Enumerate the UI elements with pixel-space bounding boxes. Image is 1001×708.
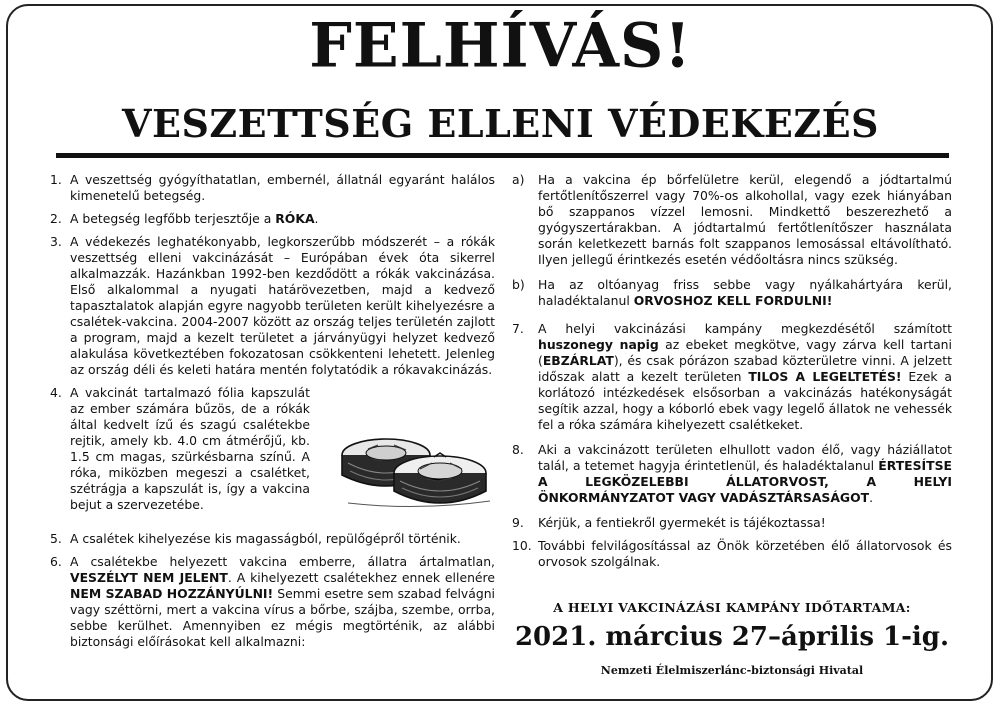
- list-item-1: 1. A veszettség gyógyíthatatlan, embernél, állatnál egyaránt halálos kimenetelű betegség.: [50, 172, 495, 203]
- list-item-6: 6. A csalétekbe helyezett vakcina emberre, állatra ártalmatlan, VESZÉLYT NEM JELENT. A kihelyezett csalétekhez ennek ellenére NEM SZABAD HOZZÁNYÚLNI! Semmi esetre sem szabad felvágni vagy széttörni, mert a vakcina vírus a bőrbe, szájba, szembe, orrba, sebbe kerülhet. Amennyiben ez mégis megtörténik, az alábbi biztonsági előírásokat kell alkalmazni:: [50, 554, 496, 649]
- list-item-text: A védekezés leghatékonyabb, legkorszerűbb módszerét – a rókák veszettség elleni vakcinázását – Európában évek óta sikerrel alkalmazzák. Hazánkban 1992-ben kezdődött a rókák vakcinázása. Első alkalommal a nyugati határövezetben, majd a kedvező tapasztalatok alapján egyre nagyobb területen került kihelyezésre a csalétek-vakcina. 2004-2007 között az ország teljes területén zajlott a program, majd a kezelt területet a járványügyi helyzet kedvező alakulása következtében fokozatosan csökkenteni lehetett. Jelenleg az ország déli és keleti határa mentén folytatódik a rókavakcinázás.: [70, 234, 495, 377]
- do-not-touch-emphasis: NEM SZABAD HOZZÁNYÚLNI!: [70, 586, 274, 601]
- fox-emphasis: RÓKA: [275, 211, 315, 226]
- list-item-9: 9. Kérjük, a fentiekről gyermekét is tájékoztassa!: [512, 515, 826, 530]
- list-item-text: Ha a vakcina ép bőrfelületre kerül, elegendő a jódtartalmú fertőtlenítőszerrel vagy 70%-os alkohollal, vagy ezek hiányában bő szappanos vízzel lemosni. Mindkettő beszerezhető a gyógyszertárakban. A jódtartalmú fertőtlenítőszer használata során keletkezett barnás folt szappanos lemosással eltávolítható. Ilyen jellegű érintkezés esetén védőoltásra nincs szükség.: [538, 172, 952, 267]
- grazing-prohibited-emphasis: TILOS A LEGELTETÉS!: [748, 369, 902, 384]
- list-item-text: További felvilágosítással az Önök körzetében élő állatorvosok és orvosok szolgálnak.: [538, 538, 952, 569]
- list-item-10: 10. További felvilágosítással az Önök körzetében élő állatorvosok és orvosok szolgálnak.: [512, 538, 952, 569]
- list-item-4: 4. A vakcinát tartalmazó fólia kapszulát az ember számára bűzös, de a rókák által kedvelt ízű és szagú csalétekbe rejtik, amely kb. 4.0 cm átmérőjű, kb. 1.5 cm magas, szürkésbarna színű. A róka, miközben megeszi a csalétket, szétrágja a kapszulát is, így a vakcina bejut a szervezetébe.: [50, 385, 495, 525]
- list-item-7: 7. A helyi vakcinázási kampány megkezdésétől számított huszonegy napig az ebeket megkötve, vagy zárva kell tartani (EBZÁRLAT), és csak pórázon szabad közterületre vinni. A jelzett időszak alatt a kezelt területen TILOS A LEGELTETÉS! Ezek a korlátozó intézkedések elsősorban a vakcinázás hatékonyságát segítik azzal, hogy a kóborló ebek vagy legelő állatok ne vehessék fel a róka számára kihelyezett csalétkeket.: [512, 321, 952, 432]
- twenty-one-days-emphasis: huszonegy napig: [538, 337, 659, 352]
- see-doctor-emphasis: ORVOSHOZ KELL FORDULNI!: [633, 293, 833, 308]
- title-divider: [56, 153, 949, 158]
- issuing-authority: Nemzeti Élelmiszerlánc-biztonsági Hivatal: [600, 664, 864, 677]
- dog-lockdown-emphasis: EBZÁRLAT: [542, 353, 614, 368]
- list-item-text: A veszettség gyógyíthatatlan, embernél, állatnál egyaránt halálos kimenetelű betegség.: [70, 172, 495, 203]
- vaccine-bait-illustration: [328, 393, 496, 513]
- list-item-text: A vakcinát tartalmazó fólia kapszulát az ember számára bűzös, de a rókák által kedvelt ízű és szagú csalétekbe rejtik, amely kb. 4.0 cm átmérőjű, kb. 1.5 cm magas, szürkésbarna színű. A róka, miközben megeszi a csalétket, szétrágja a kapszulát is, így a vakcina bejut a szervezetébe.: [70, 385, 310, 512]
- campaign-heading: A HELYI VAKCINÁZÁSI KAMPÁNY IDŐTARTAMA:: [553, 600, 911, 615]
- list-item-8: 8. Aki a vakcinázott területen elhullott vadon élő, vagy háziállatot talál, a tetemet hagyja érintetlenül, és haladéktalanul ÉRTESÍTSE A LEGKÖZELEBBI ÁLLATORVOST, A HELYI ÖNKORMÁNYZATOT VAGY VADÁSZTÁRSASÁGOT.: [512, 442, 952, 505]
- list-item-text: Kérjük, a fentiekről gyermekét is tájékoztassa!: [538, 515, 826, 530]
- sub-item-b: b) Ha az oltóanyag friss sebbe vagy nyálkahártyára kerül, haladéktalanul ORVOSHOZ KELL FORDULNI!: [512, 277, 952, 308]
- campaign-dates: 2021. március 27–április 1-ig.: [514, 622, 950, 652]
- notify-authorities-emphasis: ÉRTESÍTSE A LEGKÖZELEBBI ÁLLATORVOST, A HELYI ÖNKORMÁNYZATOT VAGY VADÁSZTÁRSASÁGOT: [538, 458, 952, 505]
- sub-item-a: a) Ha a vakcina ép bőrfelületre kerül, elegendő a jódtartalmú fertőtlenítőszerrel vagy 70%-os alkohollal, vagy ezek hiányában bő szappanos vízzel lemosni. Mindkettő beszerezhető a gyógyszertárakban. A jódtartalmú fertőtlenítőszer használata során keletkezett barnás folt szappanos lemosással eltávolítható. Ilyen jellegű érintkezés esetén védőoltásra nincs szükség.: [512, 172, 952, 267]
- list-item-5: 5. A csalétek kihelyezése kis magasságból, repülőgépről történik.: [50, 531, 461, 546]
- no-danger-emphasis: VESZÉLYT NEM JELENT: [70, 570, 228, 585]
- list-item-2: 2. A betegség legfőbb terjesztője a RÓKA.: [50, 211, 319, 226]
- right-column: [512, 172, 952, 577]
- left-column: [50, 172, 495, 657]
- poster-title: FELHÍVÁS!: [309, 10, 692, 82]
- list-item-text: A csalétek kihelyezése kis magasságból, repülőgépről történik.: [70, 531, 461, 546]
- poster-subtitle: VESZETTSÉG ELLENI VÉDEKEZÉS: [122, 101, 879, 146]
- list-item-3: 3. A védekezés leghatékonyabb, legkorszerűbb módszerét – a rókák veszettség elleni vakcinázását – Európában évek óta sikerrel alkalmazzák. Hazánkban 1992-ben kezdődött a rókák vakcinázása. Első alkalommal a nyugati határövezetben, majd a kedvező tapasztalatok alapján egyre nagyobb területen került kihelyezésre a csalétek-vakcina. 2004-2007 között az ország teljes területén zajlott a program, majd a kezelt területet a járványügyi helyzet kedvező alakulása következtében fokozatosan csökkenteni lehetett. Jelenleg az ország déli és keleti határa mentén folytatódik a rókavakcinázás.: [50, 234, 495, 377]
